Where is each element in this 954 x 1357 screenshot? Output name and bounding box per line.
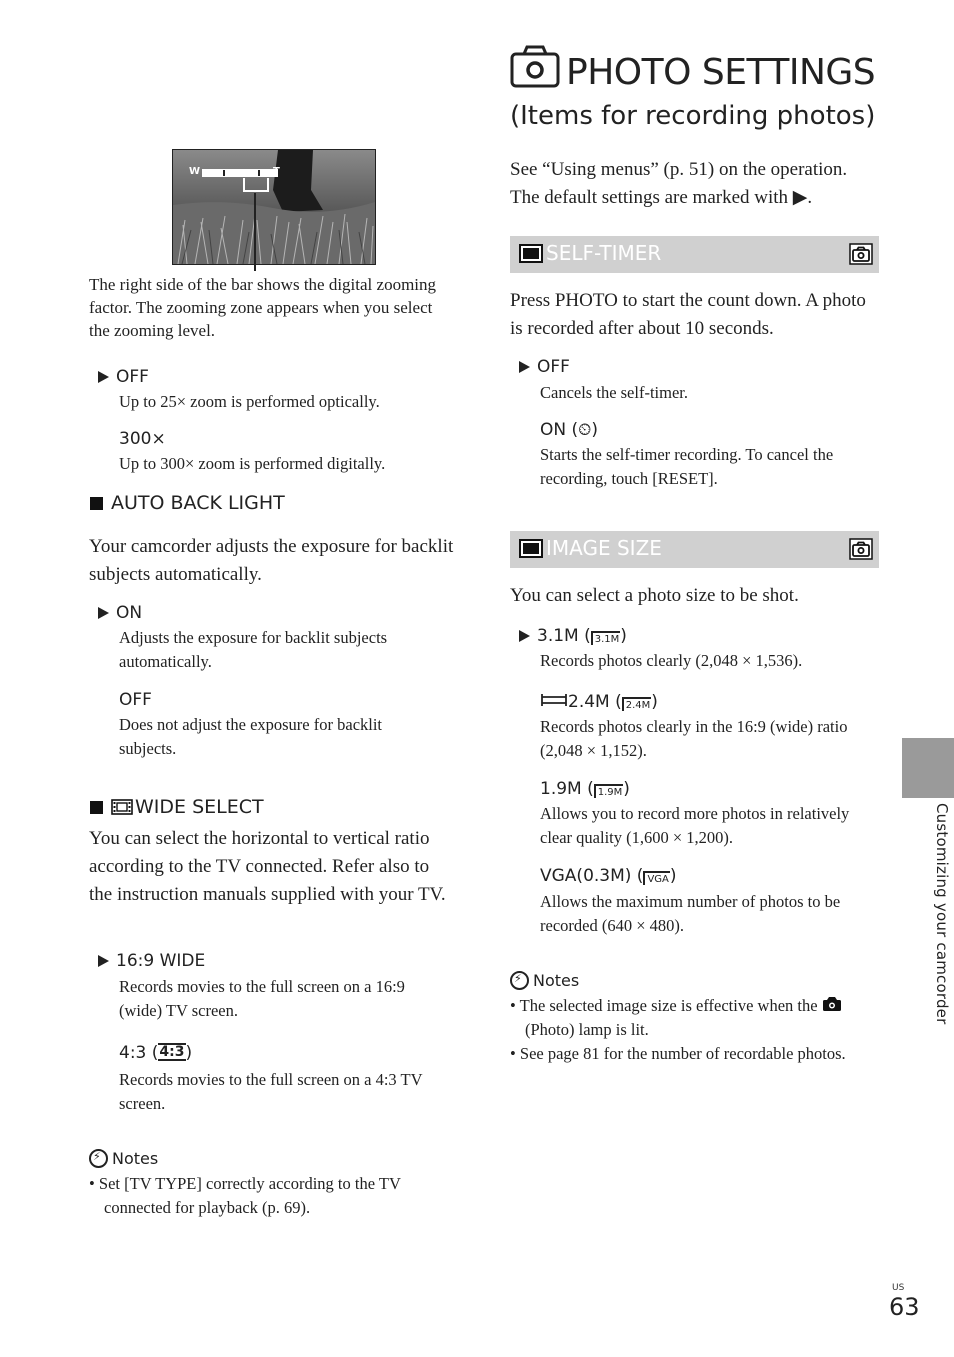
option-abl-off: OFF	[119, 690, 152, 710]
size-2-4m-icon: 2.4M	[622, 697, 652, 711]
option-wide-169-desc: Records movies to the full screen on a 16:9 (wide) TV screen.	[119, 977, 405, 1020]
option-zoom-off-desc: Up to 25× zoom is performed optically.	[119, 392, 380, 411]
default-marker-icon	[98, 371, 109, 383]
side-tab-label: Customizing your camcorder	[933, 803, 951, 1025]
default-marker-icon	[98, 607, 109, 619]
option-timer-on: ON (⏲)	[540, 420, 599, 440]
region-label: US	[892, 1283, 905, 1293]
option-wide-43: 4:3 (4:3)	[119, 1043, 193, 1063]
photo-mode-icon	[849, 243, 873, 265]
option-size-vga-desc: Allows the maximum number of photos to be recorded (640 × 480).	[540, 892, 841, 935]
wide-select-heading: WIDE SELECT	[90, 796, 264, 818]
intro-line-1: See “Using menus” (p. 51) on the operation.	[510, 159, 848, 180]
zoom-caption: The right side of the bar shows the digital zooming factor. The zooming zone appears when you select the zooming level.	[89, 275, 437, 340]
default-marker-icon	[519, 630, 530, 642]
right-note-item-1: • The selected image size is effective when the (Photo) lamp is lit.	[510, 994, 895, 1042]
size-1-9m-icon: 1.9M	[594, 784, 624, 798]
camera-icon	[510, 44, 560, 88]
auto-back-light-heading: AUTO BACK LIGHT	[90, 492, 285, 514]
option-timer-off: OFF	[519, 357, 570, 377]
option-size-3-1m-desc: Records photos clearly (2,048 × 1,536).	[540, 651, 803, 670]
option-abl-off-desc: Does not adjust the exposure for backlit subjects.	[119, 715, 383, 758]
self-timer-intro: Press PHOTO to start the count down. A photo is recorded after about 10 seconds.	[510, 290, 866, 339]
self-timer-bar: SELF-TIMER	[510, 236, 879, 273]
option-zoom-300-desc: Up to 300× zoom is performed digitally.	[119, 454, 386, 473]
option-timer-off-desc: Cancels the self-timer.	[540, 383, 688, 402]
option-zoom-300: 300×	[119, 429, 166, 449]
left-notes-title: ⚡Notes	[89, 1149, 158, 1168]
option-size-vga: VGA(0.3M) ( VGA)	[540, 866, 677, 886]
side-tab	[902, 738, 954, 798]
callout-line	[254, 193, 256, 271]
left-note-item: • Set [TV TYPE] correctly according to the TV connected for playback (p. 69).	[89, 1172, 464, 1220]
film-icon	[111, 799, 133, 815]
size-3-1m-icon: 3.1M	[591, 631, 621, 645]
notes-icon	[510, 971, 529, 990]
option-size-2-4m-desc: Records photos clearly in the 16:9 (wide) ratio (2,048 × 1,152).	[540, 717, 848, 760]
right-note-item-2: • See page 81 for the number of recordable photos.	[510, 1042, 865, 1066]
page-subtitle: (Items for recording photos)	[510, 101, 876, 131]
image-size-intro: You can select a photo size to be shot.	[510, 585, 799, 606]
option-wide-43-desc: Records movies to the full screen on a 4:3 TV screen.	[119, 1070, 423, 1113]
square-bullet-icon	[90, 497, 103, 510]
zoom-bar	[189, 168, 283, 178]
wide-select-intro: You can select the horizontal to vertical ratio according to the TV connected. Refer also to the instruction manuals supplied with your TV.	[89, 828, 446, 905]
menu-item-icon	[519, 244, 543, 263]
menu-item-icon	[519, 539, 543, 558]
option-size-1-9m-desc: Allows you to record more photos in relatively clear quality (1,600 × 1,200).	[540, 804, 850, 847]
option-size-2-4m: 2.4M ( 2.4M)	[540, 692, 658, 712]
option-size-1-9m: 1.9M ( 1.9M)	[540, 779, 630, 799]
zoom-illustration	[172, 149, 376, 265]
wide-ratio-icon	[540, 693, 568, 707]
page-number: 63	[889, 1293, 920, 1321]
option-abl-on-desc: Adjusts the exposure for backlit subjects automatically.	[119, 628, 388, 671]
size-vga-icon: VGA	[643, 871, 669, 885]
intro-line-2: The default settings are marked with ▶.	[510, 187, 813, 208]
option-wide-169: 16:9 WIDE	[98, 951, 205, 971]
right-notes-title: ⚡Notes	[510, 971, 579, 990]
self-timer-icon: ⏲	[578, 420, 592, 440]
zoom-w-label: W	[189, 166, 201, 177]
zoom-t-label: T	[273, 166, 280, 177]
image-size-bar: IMAGE SIZE	[510, 531, 879, 568]
option-timer-on-desc: Starts the self-timer recording. To cancel the recording, touch [RESET].	[540, 445, 834, 488]
option-abl-on: ON	[98, 603, 142, 623]
notes-icon	[89, 1149, 108, 1168]
auto-back-light-intro: Your camcorder adjusts the exposure for backlit subjects automatically.	[89, 536, 454, 585]
option-zoom-off: OFF	[98, 367, 149, 387]
option-size-3-1m: 3.1M ( 3.1M)	[519, 626, 627, 646]
photo-mode-icon	[849, 538, 873, 560]
default-marker-icon	[98, 955, 109, 967]
square-bullet-icon	[90, 801, 103, 814]
photo-lamp-icon	[822, 996, 842, 1012]
default-marker-icon	[519, 361, 530, 373]
ratio-43-icon: 4:3	[159, 1044, 185, 1060]
